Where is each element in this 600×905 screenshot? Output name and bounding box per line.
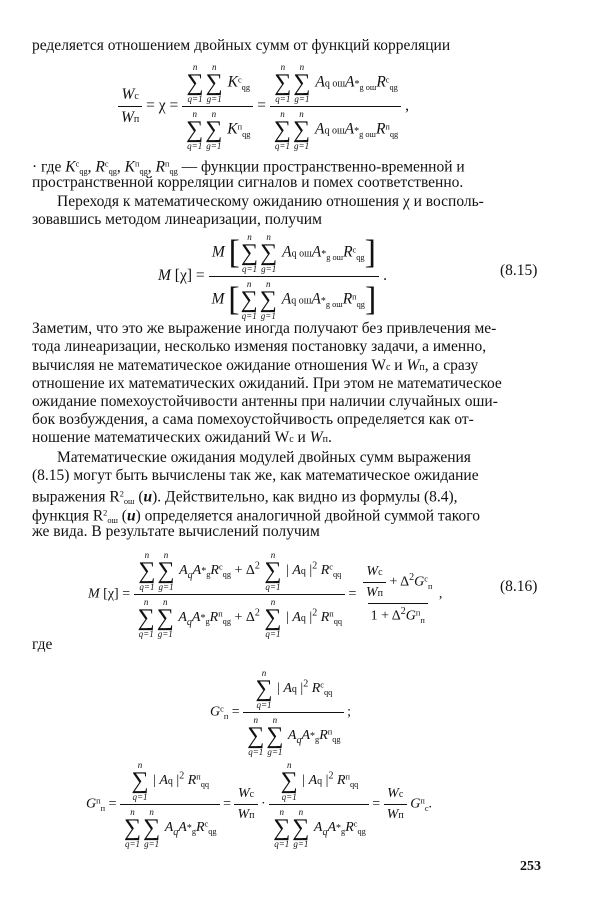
text-line: (8.15) могут быть вычислены так же, как математическое ожидание: [32, 467, 479, 484]
text-gde: · где: [32, 158, 62, 176]
equation-number: (8.16): [500, 578, 538, 595]
text-line: функция R: [32, 507, 104, 525]
page-number: 253: [520, 859, 541, 874]
text-line: бок возбуждения, а сама помехоустойчивость определяется как от-: [32, 411, 474, 428]
text-line: выражения R: [32, 488, 120, 506]
text-line: Математические ожидания модулей двойных сумм выражения: [57, 449, 471, 466]
equation-number: (8.15): [500, 262, 538, 279]
text-line: вычисляя не математическое ожидание отношения W: [32, 357, 386, 374]
text-line: зовавшись методом линеаризации, получим: [32, 211, 322, 228]
text-line: пространственной корреляции сигналов и помех соответственно.: [32, 174, 464, 191]
equation-8-15: M [χ] = M [ n ∑ q=1 n ∑ g=1 Aq $ошA*_{g ош}R^c_{qg}$] M [ n ∑ q=1 n ∑ g=1 Aq $ошA*_{g ош}R^п_{qg}$] .: [158, 232, 388, 321]
equation-ratio: $\frac{Wc}{Wп}$ = χ = n ∑ q=1 n ∑ g=1 $K^c_{qg}$ n ∑ q=1 n ∑ g=1 $K^п_{qg}$ = n ∑ q=1 n ∑ g=1 Aq $ошA*_{g ош}R^c_{qg}$ n ∑ q=1 n ∑ g=1 Aq $ошA*_{g ош}R^п_{qg}$ ,: [118, 62, 409, 151]
text-line: Переходя к математическому ожиданию отношения χ и восполь-: [57, 193, 484, 210]
text-gde: где: [32, 636, 53, 653]
text-line: ожидание помехоустойчивости антенны при наличии случайных оши-: [32, 393, 498, 410]
text-line: тода линеаризации, несколько изменяя постановку задачи, а именно,: [32, 338, 487, 355]
text-line: Заметим, что это же выражение иногда получают без привлечения ме-: [32, 320, 497, 337]
equation-gc: $G^c_п$ = n ∑ q=1 | Aq $|^2$ $R^c_{qq}$ n ∑ q=1 n ∑ g=1 $A_qA*_gR^п_{qg}$ ;: [210, 668, 351, 757]
text-line: отношение их математических ожиданий. При этом не математическое: [32, 375, 502, 392]
text-line: ношение математических ожиданий W: [32, 429, 290, 446]
text-line: же вида. В результате вычислений получим: [32, 523, 320, 540]
text-line: ределяется отношением двойных сумм от функций корреляции: [32, 37, 451, 54]
equation-gp: $G^п_п$ = n ∑ q=1 | Aq $|^2$ $R^п_{qq}$ n ∑ q=1 n ∑ g=1 $A_qA*_gR^c_{qg}$ = $\frac{Wc}{Wп}$ · n ∑ q=1 | Aq $|^2$ $R^п_{qq}$ n ∑ q=1 n ∑ g=1 $A_qA*_gR^c_{qg}$ = $\frac{Wc}{Wп}$ $G^п_c$.: [86, 760, 433, 849]
equation-8-16: M [χ] = n ∑ q=1 n ∑ g=1 $A_qA*_gR^c_{qg} + \Delta^2$ n ∑ q=1 | Aq $|^2$ $R^c_{qq}$ n ∑ q=1 n ∑ g=1 $A_qA*_gR^п_{qg} + \Delta^2$ n ∑ q=1 | Aq $|^2$ $R^п_{qq}$ = $\frac{Wc}{Wп}$ + $\Delta^2G^c_п$ $1 + \Delta^2G^п_п$ ,: [88, 550, 443, 639]
text-line: — функции пространственно-временной и: [181, 158, 465, 176]
